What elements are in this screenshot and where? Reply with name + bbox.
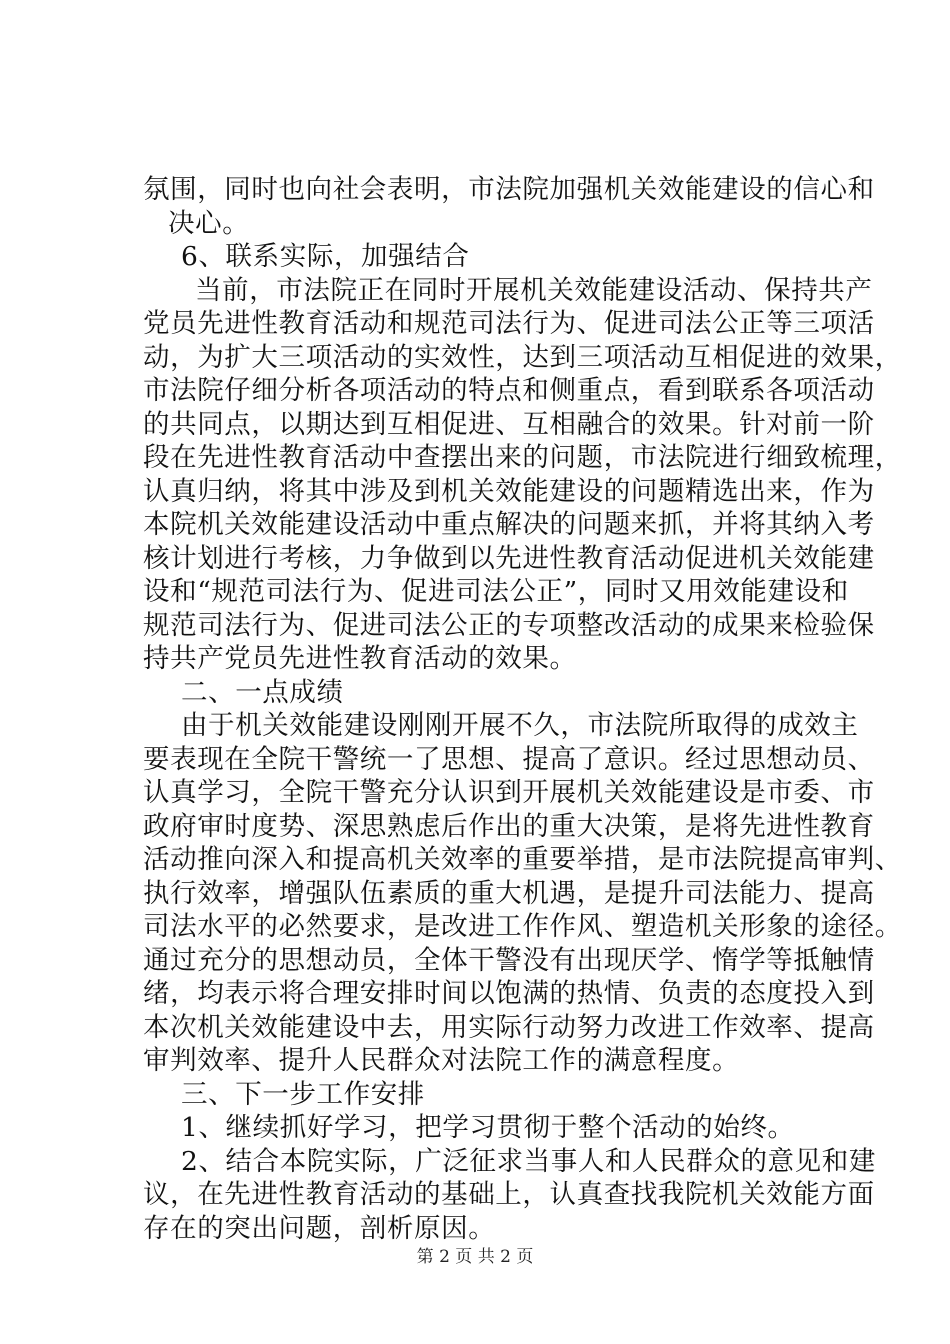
section-heading: 6、联系实际，加强结合 <box>181 241 470 272</box>
text-line: 动，为扩大三项活动的实效性，达到三项活动互相促进的效果， <box>143 341 902 373</box>
text-line: 执行效率，增强队伍素质的重大机遇，是提升司法能力、提高 <box>143 877 875 909</box>
paragraph-start: 由于机关效能建设刚刚开展不久，市法院所取得的成效主 <box>181 710 859 741</box>
list-item: 2、结合本院实际，广泛征求当事人和人民群众的意见和建 <box>181 1145 876 1177</box>
text-line: 党员先进性教育活动和规范司法行为、促进司法公正等三项活 <box>143 308 875 339</box>
text-line: 市法院仔细分析各项活动的特点和侧重点，看到联系各项活动 <box>143 375 875 406</box>
document-body <box>143 173 902 1245</box>
text-line: 决心。 <box>168 207 250 239</box>
text-line: 的共同点，以期达到互相促进、互相融合的效果。针对前一阶 <box>143 408 875 440</box>
text-line: 存在的突出问题，剖析原因。 <box>143 1212 496 1244</box>
text-line: 通过充分的思想动员，全体干警没有出现厌学、惰学等抵触情 <box>143 944 875 976</box>
text-line: 认真学习，全院干警充分认识到开展机关效能建设是市委、市 <box>143 777 875 808</box>
text-line: 规范司法行为、促进司法公正的专项整改活动的成果来检验保 <box>143 609 875 641</box>
text-line: 认真归纳，将其中涉及到机关效能建设的问题精选出来，作为 <box>143 475 875 507</box>
text-line: 审判效率、提升人民群众对法院工作的满意程度。 <box>143 1045 740 1076</box>
text-line: 活动推向深入和提高机关效率的重要举措，是市法院提高审判、 <box>143 844 902 875</box>
text-line: 段在先进性教育活动中查摆出来的问题，市法院进行细致梳理， <box>143 442 902 473</box>
text-line: 要表现在全院干警统一了思想、提高了意识。经过思想动员、 <box>143 743 875 775</box>
text-line: 本次机关效能建设中去，用实际行动努力改进工作效率、提高 <box>143 1011 875 1043</box>
text-line: 政府审时度势、深思熟虑后作出的重大决策，是将先进性教育 <box>143 810 875 842</box>
text-line: 氛围，同时也向社会表明，市法院加强机关效能建设的信心和 <box>143 174 875 205</box>
text-line: 核计划进行考核，力争做到以先进性教育活动促进机关效能建 <box>143 542 875 574</box>
section-heading: 二、一点成绩 <box>181 676 344 708</box>
text-line: 持共产党员先进性教育活动的效果。 <box>143 643 577 674</box>
text-line: 绪，均表示将合理安排时间以饱满的热情、负责的态度投入到 <box>143 978 875 1009</box>
text-line: 司法水平的必然要求，是改进工作作风、塑造机关形象的途径。 <box>143 911 902 942</box>
list-item: 1、继续抓好学习，把学习贯彻于整个活动的始终。 <box>181 1112 795 1143</box>
text-line: 议，在先进性教育活动的基础上，认真查找我院机关效能方面 <box>143 1179 875 1210</box>
text-line: 本院机关效能建设活动中重点解决的问题来抓，并将其纳入考 <box>143 509 875 540</box>
text-line: 设和“规范司法行为、促进司法公正”，同时又用效能建设和 <box>143 576 849 607</box>
page-footer: 第 2 页 共 2 页 <box>416 1247 534 1267</box>
section-heading: 三、下一步工作安排 <box>181 1078 425 1110</box>
paragraph-start: 当前，市法院正在同时开展机关效能建设活动、保持共产 <box>195 274 873 306</box>
